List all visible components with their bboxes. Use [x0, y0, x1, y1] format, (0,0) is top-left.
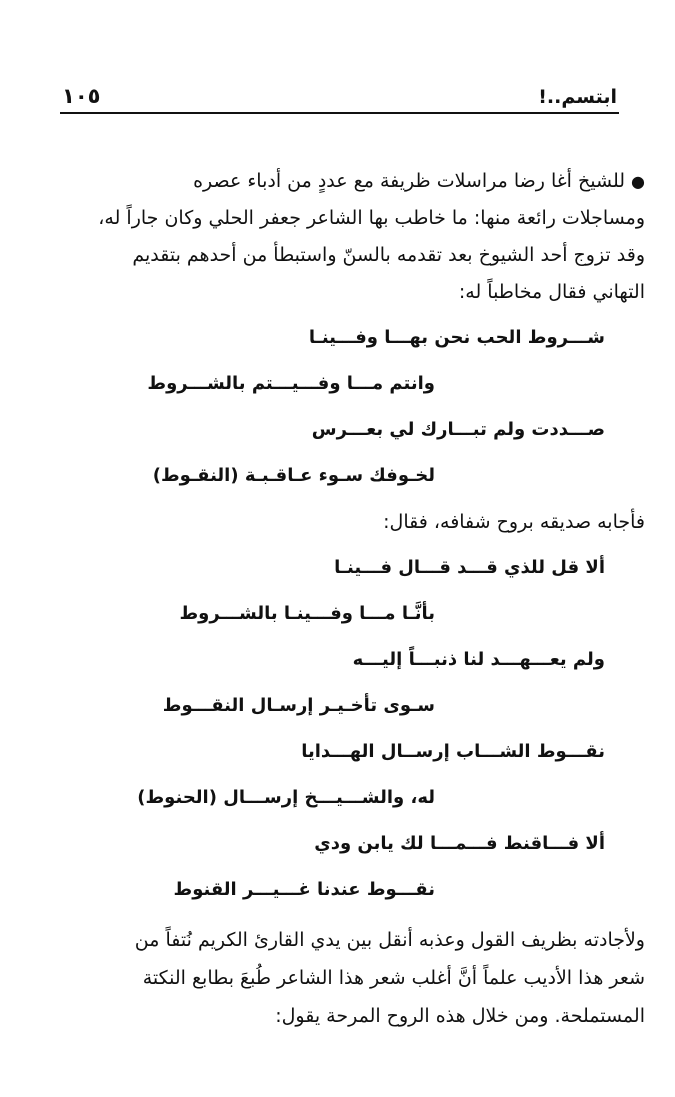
paragraph-line: التهاني فقال مخاطباً له:: [458, 281, 645, 303]
poem-one: [58, 315, 645, 499]
book-title: ابتسم..!: [538, 86, 617, 108]
bullet-icon: ●: [631, 172, 645, 191]
closing-paragraph: [58, 921, 645, 1035]
paragraph-line: المستملحة. ومن خلال هذه الروح المرحة يقول:: [275, 1005, 645, 1027]
verse-first-hemistich: صـــددت ولم تبـــارك لي بعـــرس: [311, 419, 605, 440]
paragraph-line: ولأجادته بظريف القول وعذبه أنقل بين يدي القارئ الكريم نُتفاً من: [134, 929, 645, 951]
verse-first-hemistich: ألا قل للذي قـــد قـــال فـــينـا: [334, 557, 605, 578]
verse-first-hemistich: ألا فـــاقنط فـــمـــا لك يابن ودي: [314, 833, 605, 854]
verse-second-hemistich: نقـــوط عندنا غـــيـــر القنوط: [173, 879, 435, 900]
page-number: ١٠٥: [62, 84, 101, 108]
header-divider: [60, 112, 619, 114]
paragraph-line: ومساجلات رائعة منها: ما خاطب بها الشاعر جعفر الحلي وكان جاراً له،: [98, 207, 645, 229]
running-header: [62, 80, 617, 108]
verse-second-hemistich: لخـوفك سـوء عـاقـبـة (النقـوط): [152, 465, 435, 486]
verse-second-hemistich: له، والشـــيـــخ إرســـال (الحنوط): [137, 787, 435, 808]
paragraph-line: ●للشيخ أغا رضا مراسلات ظريفة مع عددٍ من أدباء عصره: [193, 170, 645, 192]
verse-first-hemistich: ولم يعـــهـــد لنا ذنبـــاً إليـــه: [352, 649, 605, 670]
reply-intro: فأجابه صديقه بروح شفافه، فقال:: [383, 511, 645, 533]
intro-paragraph: [58, 163, 645, 311]
page-body: [58, 163, 645, 1035]
verse-second-hemistich: بأنَّـا مـــا وفـــينـا بالشـــروط: [179, 603, 435, 624]
verse-second-hemistich: سـوى تأخـيـر إرسـال النقـــوط: [162, 695, 435, 716]
verse-first-hemistich: شـــروط الحب نحن بهـــا وفـــينـا: [308, 327, 605, 348]
verse-second-hemistich: وانتم مـــا وفـــيـــتم بالشـــروط: [147, 373, 435, 394]
verse-first-hemistich: نقـــوط الشـــاب إرســال الهـــدايا: [301, 741, 605, 762]
paragraph-line: شعر هذا الأديب علماً أنَّ أغلب شعر هذا الشاعر طُبعَ بطابع النكتة: [142, 967, 645, 989]
poem-two: [58, 545, 645, 913]
paragraph-line: وقد تزوج أحد الشيوخ بعد تقدمه بالسنّ واستبطأ من أحدهم بتقديم: [132, 244, 645, 266]
